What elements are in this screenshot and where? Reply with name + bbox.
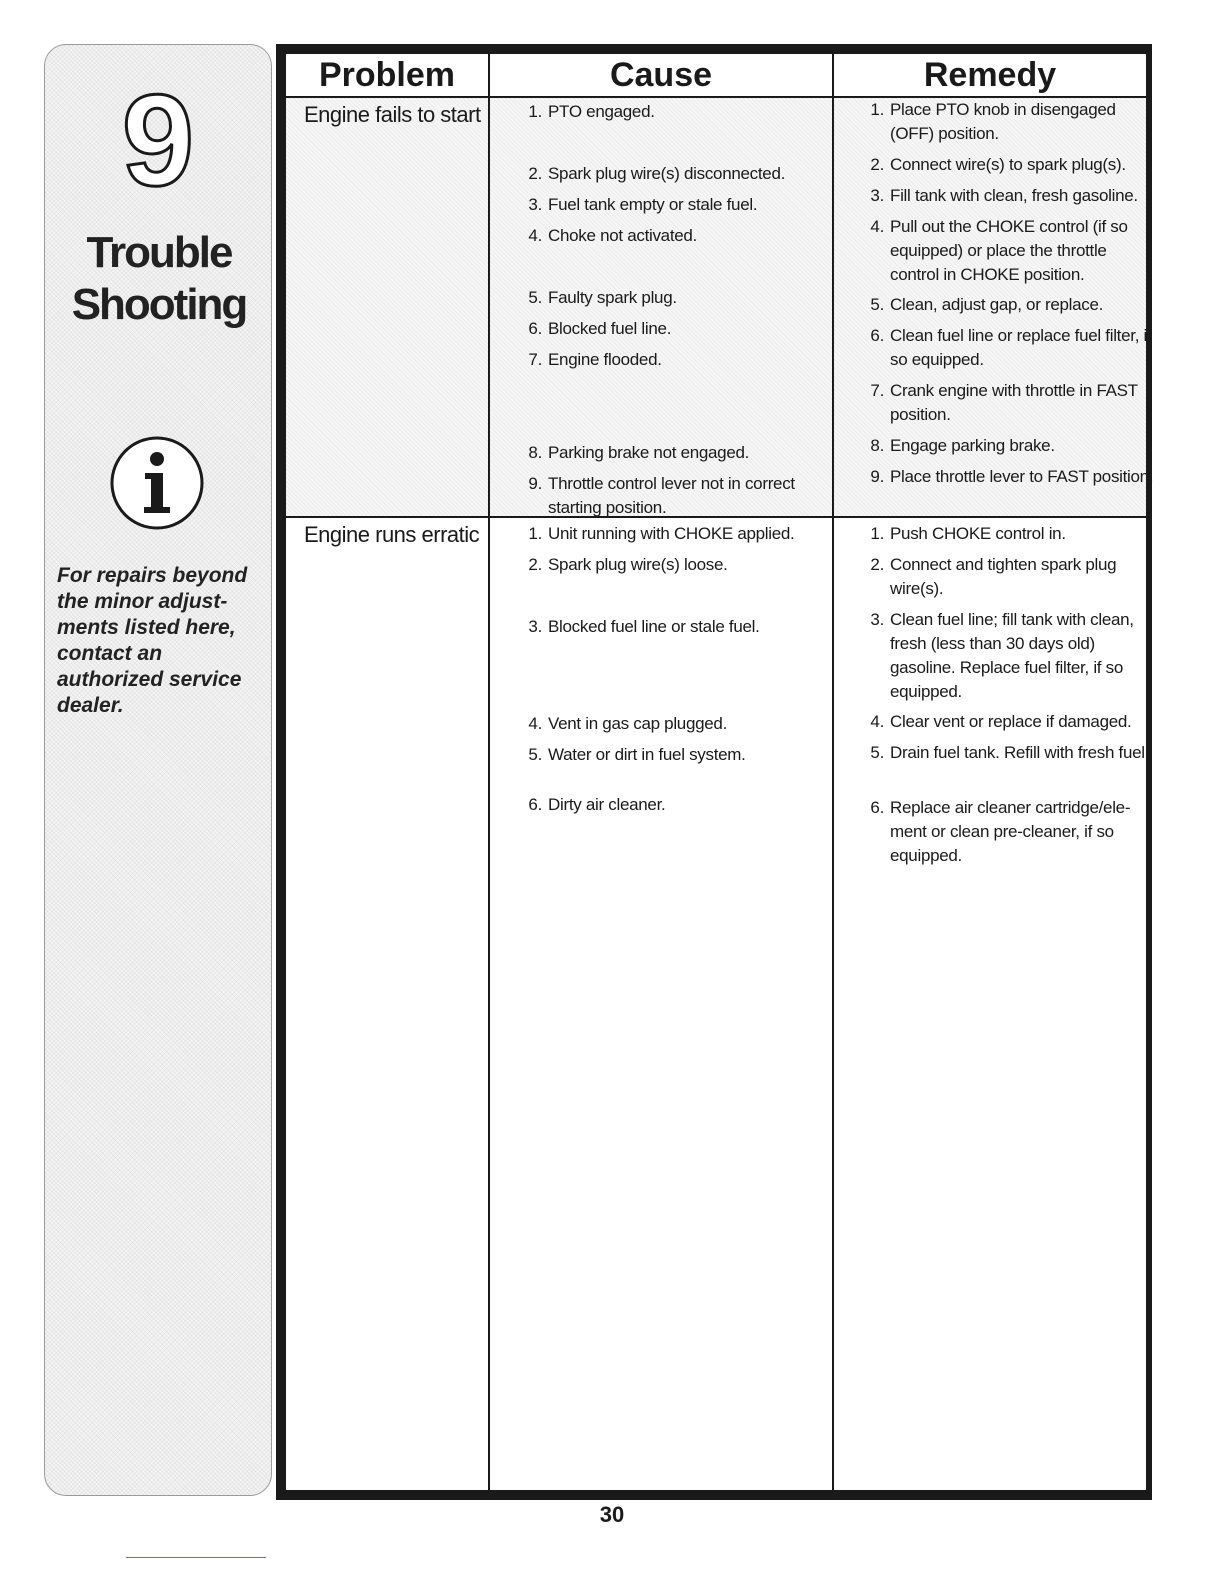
cause-item-number: 4. <box>528 226 542 245</box>
cause-item <box>522 472 822 520</box>
cause-item-number: 9. <box>528 474 542 493</box>
table-body <box>286 54 1154 1490</box>
remedy-item-text: Connect wire(s) to spark plug(s). <box>890 155 1126 174</box>
remedy-item-number: 7. <box>870 381 884 400</box>
cause-item-number: 7. <box>528 350 542 369</box>
column-divider-2 <box>832 54 834 1490</box>
cause-item-number: 5. <box>528 288 542 307</box>
remedy-item <box>864 710 1154 734</box>
cause-item <box>522 348 822 372</box>
cause-item-text: Parking brake not engaged. <box>548 443 750 462</box>
cause-item <box>522 553 822 577</box>
section-title-line-1: Trouble <box>86 228 232 277</box>
cause-item-number: 1. <box>528 524 542 543</box>
remedy-item <box>864 379 1154 427</box>
remedy-item-number: 2. <box>870 155 884 174</box>
remedy-item-number: 4. <box>870 217 884 236</box>
remedy-item <box>864 184 1154 208</box>
cause-item-number: 2. <box>528 555 542 574</box>
footer-rule <box>126 1557 266 1558</box>
cause-item-number: 6. <box>528 795 542 814</box>
remedy-item-text: Clean fuel line or replace fuel filter, if so equipped. <box>890 326 1152 369</box>
remedy-item-text: Clean fuel line; fill tank with clean, fresh (less than 30 days old) gasoline. Replace fuel filter, if so equipped. <box>890 610 1134 701</box>
cause-item <box>522 100 822 124</box>
remedy-item-text: Push CHOKE control in. <box>890 524 1066 543</box>
remedy-item-text: Connect and tighten spark plug wire(s). <box>890 555 1117 598</box>
cause-item <box>522 522 822 546</box>
cause-item-number: 6. <box>528 319 542 338</box>
cause-item <box>522 793 822 817</box>
cause-item-text: Choke not activated. <box>548 226 697 245</box>
service-dealer-note: For repairs beyond the minor adjust-ments listed here, contact an authorized service dealer. <box>57 564 248 717</box>
remedy-item-number: 3. <box>870 610 884 629</box>
header-cause: Cause <box>609 56 713 94</box>
info-circle-icon <box>109 435 205 531</box>
remedy-item <box>864 553 1154 601</box>
remedy-item-number: 4. <box>870 712 884 731</box>
cause-item-text: Water or dirt in fuel system. <box>548 745 746 764</box>
remedy-item <box>864 215 1154 287</box>
remedy-item-number: 9. <box>870 467 884 486</box>
cause-item-text: Faulty spark plug. <box>548 288 677 307</box>
cause-item <box>522 441 822 465</box>
cause-item-number: 1. <box>528 102 542 121</box>
cause-item-text: Blocked fuel line or stale fuel. <box>548 617 760 636</box>
remedy-item-text: Clear vent or replace if damaged. <box>890 712 1132 731</box>
page-number: 30 <box>599 1502 625 1527</box>
cause-item-number: 3. <box>528 195 542 214</box>
remedy-item-number: 2. <box>870 555 884 574</box>
cause-item <box>522 286 822 310</box>
section-title-line-2: Shooting <box>71 280 247 329</box>
remedy-item-text: Fill tank with clean, fresh gasoline. <box>890 186 1138 205</box>
cause-item-text: Unit running with CHOKE applied. <box>548 524 795 543</box>
cause-item-text: PTO engaged. <box>548 102 655 121</box>
cause-item-number: 2. <box>528 164 542 183</box>
remedy-item <box>864 153 1154 177</box>
remedy-item-number: 8. <box>870 436 884 455</box>
remedy-item <box>864 608 1154 704</box>
remedy-item-text: Replace air cleaner cartridge/ele-ment or clean pre-cleaner, if so equipped. <box>890 798 1131 865</box>
chapter-sidebar <box>44 44 272 1496</box>
cause-item-text: Fuel tank empty or stale fuel. <box>548 195 758 214</box>
problem-engine-runs-erratic: Engine runs erratic <box>304 522 480 547</box>
remedy-item <box>864 796 1154 868</box>
cause-item-text: Spark plug wire(s) loose. <box>548 555 728 574</box>
cause-item-text: Throttle control lever not in correct starting position. <box>548 474 795 517</box>
chapter-number: 9 <box>121 67 195 213</box>
remedy-item-text: Place PTO knob in disengaged (OFF) position. <box>890 100 1116 143</box>
remedy-item-number: 6. <box>870 798 884 817</box>
remedy-item-text: Engage parking brake. <box>890 436 1055 455</box>
remedy-item <box>864 522 1154 546</box>
header-problem: Problem <box>318 56 456 94</box>
remedy-item <box>864 434 1154 458</box>
remedy-item <box>864 98 1154 146</box>
cause-item-text: Dirty air cleaner. <box>548 795 666 814</box>
cause-item <box>522 224 822 248</box>
remedy-item <box>864 293 1154 317</box>
remedy-item-number: 3. <box>870 186 884 205</box>
remedy-item-text: Place throttle lever to FAST position. <box>890 467 1154 486</box>
remedy-item <box>864 324 1154 372</box>
cause-item-text: Engine flooded. <box>548 350 662 369</box>
cause-item-text: Blocked fuel line. <box>548 319 672 338</box>
cause-item-number: 5. <box>528 745 542 764</box>
cause-item-number: 3. <box>528 617 542 636</box>
table-header-row <box>286 54 1146 98</box>
remedy-item-number: 5. <box>870 295 884 314</box>
section-title <box>45 227 273 331</box>
remedy-item-number: 1. <box>870 100 884 119</box>
cause-item <box>522 193 822 217</box>
remedy-item <box>864 465 1154 489</box>
remedy-item <box>864 741 1154 765</box>
cause-item-text: Vent in gas cap plugged. <box>548 714 728 733</box>
cause-item <box>522 615 822 639</box>
cause-item <box>522 743 822 767</box>
remedy-item-number: 5. <box>870 743 884 762</box>
remedy-item-text: Drain fuel tank. Refill with fresh fuel. <box>890 743 1150 762</box>
problem-engine-fails-to-start: Engine fails to start <box>304 102 481 127</box>
remedy-item-number: 1. <box>870 524 884 543</box>
cause-item-text: Spark plug wire(s) disconnected. <box>548 164 786 183</box>
remedy-item-text: Clean, adjust gap, or replace. <box>890 295 1104 314</box>
cause-item <box>522 162 822 186</box>
cause-item-number: 8. <box>528 443 542 462</box>
column-divider-1 <box>488 54 490 1490</box>
remedy-item-text: Crank engine with throttle in FAST position. <box>890 381 1138 424</box>
remedy-item-text: Pull out the CHOKE control (if so equipped) or place the throttle control in CHOKE position. <box>890 217 1128 284</box>
cause-item <box>522 712 822 736</box>
cause-item-number: 4. <box>528 714 542 733</box>
troubleshooting-table <box>276 44 1152 1500</box>
remedy-item-number: 6. <box>870 326 884 345</box>
header-remedy: Remedy <box>923 56 1057 94</box>
cause-item <box>522 317 822 341</box>
